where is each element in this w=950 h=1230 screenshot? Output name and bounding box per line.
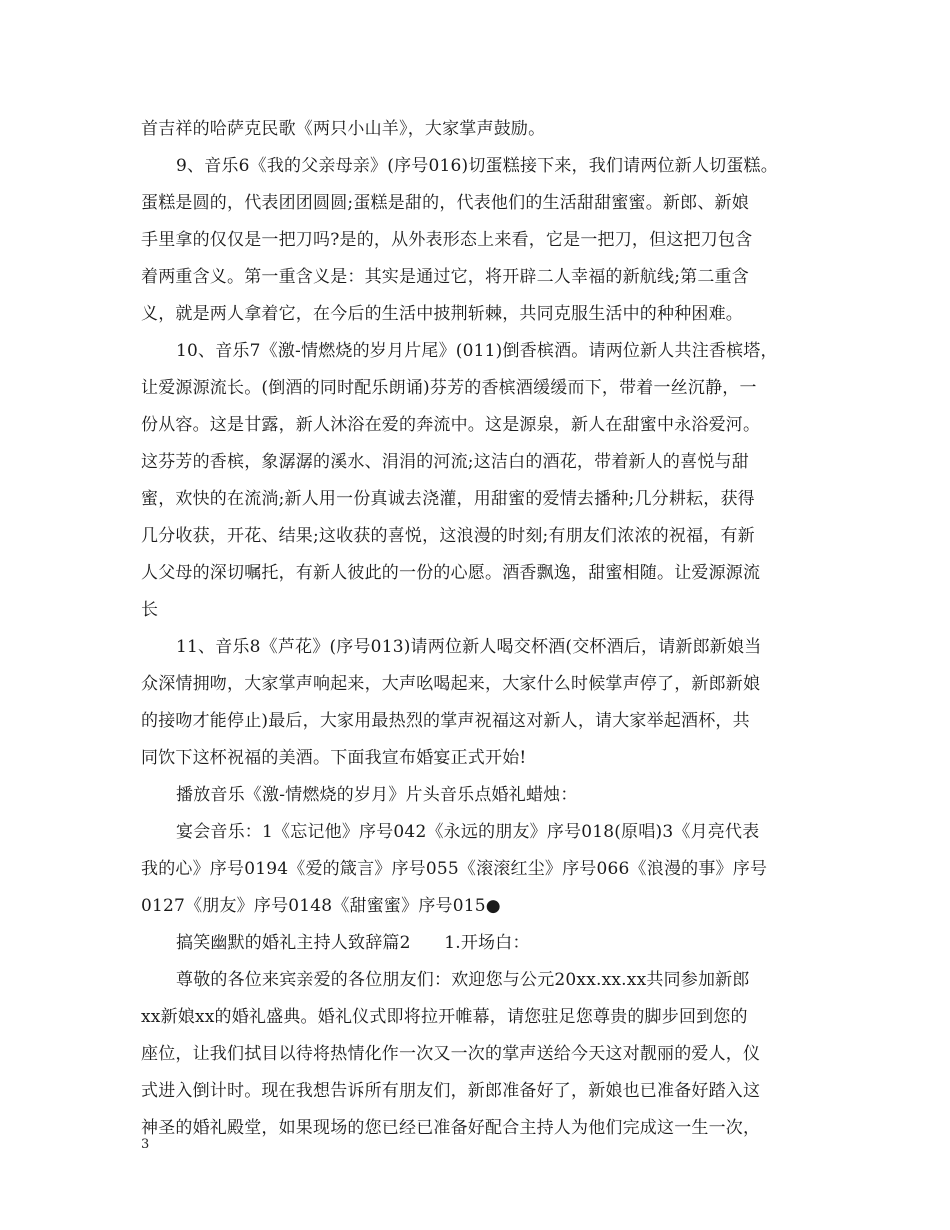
- text-line: 9、音乐6《我的父亲母亲》(序号016)切蛋糕接下来，我们请两位新人切蛋糕。: [176, 156, 778, 176]
- text-line: xx新娘xx的婚礼盛典。婚礼仪式即将拉开帷幕，请您驻足您尊贵的脚步回到您的: [141, 1007, 748, 1027]
- text-line: 蜜，欢快的在流淌;新人用一份真诚去浇灌，用甜蜜的爱情去播种;几分耕耘，获得: [141, 489, 755, 509]
- text-line: 神圣的婚礼殿堂，如果现场的您已经已准备好配合主持人为他们完成这一生一次，: [141, 1118, 761, 1138]
- text-line: 0127《朋友》序号0148《甜蜜蜜》序号015●: [141, 896, 501, 916]
- text-line: 式进入倒计时。现在我想告诉所有朋友们，新郎准备好了，新娘也已准备好踏入这: [141, 1081, 761, 1101]
- page-number: 3: [141, 1137, 150, 1152]
- text-line: 首吉祥的哈萨克民歌《两只小山羊》，大家掌声鼓励。: [141, 119, 546, 139]
- text-line: 份从容。这是甘露，新人沐浴在爱的奔流中。这是源泉，新人在甜蜜中永浴爱河。: [141, 415, 761, 435]
- text-line: 众深情拥吻，大家掌声响起来，大声吆喝起来，大家什么时候掌声停了，新郎新娘: [141, 674, 761, 694]
- text-line: 搞笑幽默的婚礼主持人致辞篇2 1.开场白：: [176, 933, 530, 953]
- text-line: 长: [141, 600, 159, 620]
- text-line: 宴会音乐：1《忘记他》序号042《永远的朋友》序号018(原唱)3《月亮代表: [176, 822, 760, 842]
- text-line: 10、音乐7《激-情燃烧的岁月片尾》(011)倒香槟酒。请两位新人共注香槟塔，: [176, 341, 778, 361]
- text-line: 我的心》序号0194《爱的箴言》序号055《滚滚红尘》序号066《浪漫的事》序号: [141, 859, 768, 879]
- text-line: 11、音乐8《芦花》(序号013)请两位新人喝交杯酒(交杯酒后，请新郎新娘当: [176, 637, 762, 657]
- text-line: 着两重含义。第一重含义是：其实是通过它，将开辟二人幸福的新航线;第二重含: [141, 267, 749, 287]
- text-line: 播放音乐《激-情燃烧的岁月》片头音乐点婚礼蜡烛：: [176, 785, 578, 805]
- text-line: 座位，让我们拭目以待将热情化作一次又一次的掌声送给今天这对靓丽的爱人，仪: [141, 1044, 761, 1064]
- text-line: 让爱源源流长。(倒酒的同时配乐朗诵)芬芳的香槟酒缓缓而下，带着一丝沉静，一: [141, 378, 757, 398]
- text-line: 义，就是两人拿着它，在今后的生活中披荆斩棘，共同克服生活中的种种困难。: [141, 304, 743, 324]
- text-line: 手里拿的仅仅是一把刀吗?是的，从外表形态上来看，它是一把刀，但这把刀包含: [141, 230, 753, 250]
- text-line: 尊敬的各位来宾亲爱的各位朋友们：欢迎您与公元20xx.xx.xx共同参加新郎: [176, 970, 750, 990]
- text-line: 人父母的深切嘱托，有新人彼此的一份的心愿。酒香飘逸，甜蜜相随。让爱源源流: [141, 563, 761, 583]
- text-line: 这芬芳的香槟，象潺潺的溪水、涓涓的河流;这洁白的酒花，带着新人的喜悦与甜: [141, 452, 749, 472]
- text-line: 蛋糕是圆的，代表团团圆圆;蛋糕是甜的，代表他们的生活甜甜蜜蜜。新郎、新娘: [141, 193, 749, 213]
- text-line: 同饮下这杯祝福的美酒。下面我宣布婚宴正式开始!: [141, 748, 527, 768]
- text-line: 的接吻才能停止)最后，大家用最热烈的掌声祝福这对新人，请大家举起酒杯，共: [141, 711, 750, 731]
- text-line: 几分收获，开花、结果;这收获的喜悦，这浪漫的时刻;有朋友们浓浓的祝福，有新: [141, 526, 755, 546]
